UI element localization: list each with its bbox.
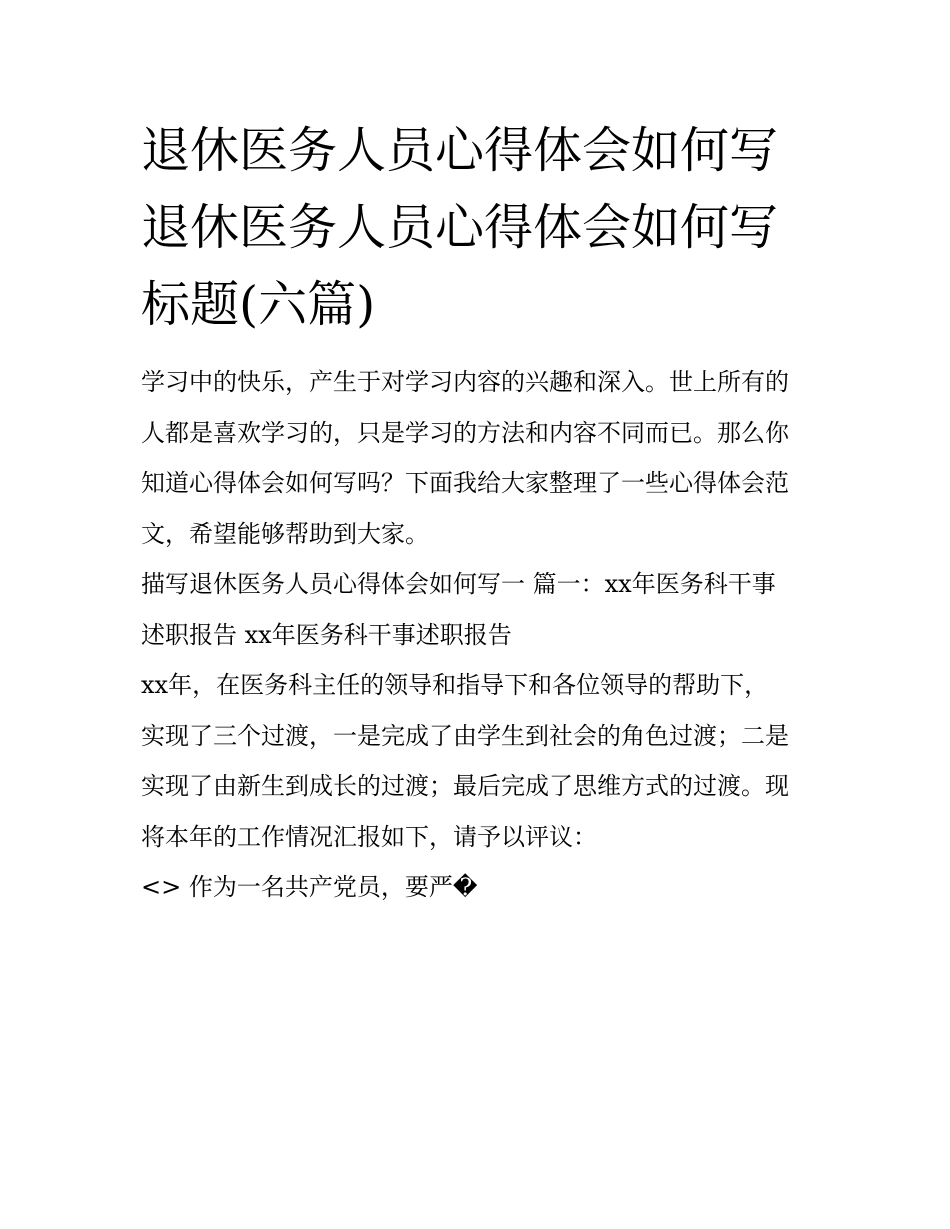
document-title (141, 112, 813, 343)
paragraph-line: 知道心得体会如何写吗？下面我给大家整理了一些心得体会范 (141, 469, 789, 497)
document-body (141, 357, 813, 913)
paragraph-line: xx年，在医务科主任的领导和指导下和各位领导的帮助下， (141, 671, 769, 699)
paragraph-line: 将本年的工作情况汇报如下，请予以评议： (141, 822, 597, 851)
title-line-1: 退休医务人员心得体会如何写 (141, 122, 779, 179)
paragraph-heading-one (141, 559, 813, 660)
title-line-3: 标题(六篇) (141, 276, 376, 333)
title-line-2: 退休医务人员心得体会如何写 (141, 199, 779, 256)
paragraph-line: <> 作为一名共产党员，要严� (141, 873, 478, 901)
document-content (141, 112, 813, 913)
paragraph-line: 述职报告 xx年医务科干事述职报告 (141, 620, 512, 649)
paragraph-line: 实现了三个过渡，一是完成了由学生到社会的角色过渡；二是 (141, 721, 789, 750)
paragraph-line: 人都是喜欢学习的，只是学习的方法和内容不同而已。那么你 (141, 418, 789, 447)
paragraph-truncated (141, 862, 813, 913)
paragraph-line: 学习中的快乐，产生于对学习内容的兴趣和深入。世上所有的 (141, 368, 789, 396)
paragraph-line: 描写退休医务人员心得体会如何写一 篇一：xx年医务科干事 (141, 570, 776, 598)
paragraph-report (141, 660, 813, 862)
paragraph-line: 文，希望能够帮助到大家。 (141, 519, 429, 548)
paragraph-intro (141, 357, 813, 559)
paragraph-line: 实现了由新生到成长的过渡；最后完成了思维方式的过渡。现 (141, 772, 789, 800)
